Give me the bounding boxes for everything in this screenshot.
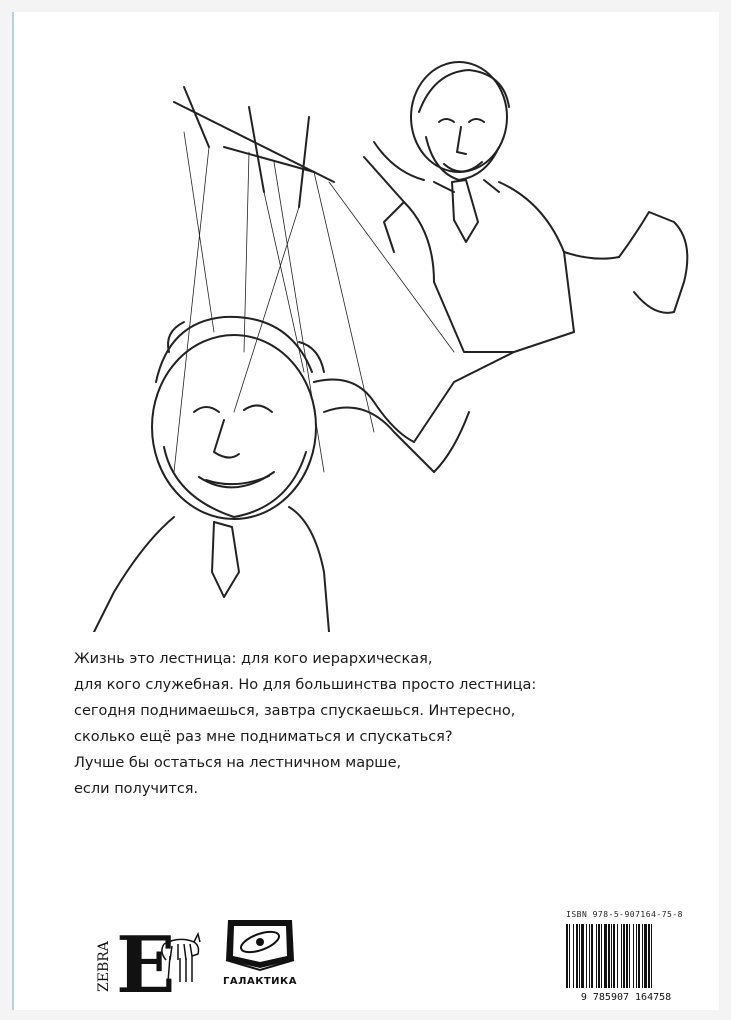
blurb-line: для кого служебная. Но для большинства просто лестница: <box>74 677 537 693</box>
barcode-digits: 9 785907 164758 <box>580 992 672 1002</box>
galaktika-book-icon <box>220 912 300 974</box>
barcode-bars <box>566 924 652 988</box>
galaktika-publisher-logo <box>220 912 300 994</box>
isbn-barcode <box>562 924 690 1002</box>
blurb-line: Лучше бы остаться на лестничном марше, <box>74 755 402 771</box>
blurb-line: сколько ещё раз мне подниматься и спускаться? <box>74 729 453 745</box>
zebra-logo-text: ZEBRA <box>96 941 112 992</box>
back-cover-blurb <box>74 646 674 802</box>
blurb-line: Жизнь это лестница: для кого иерархическая, <box>74 651 433 667</box>
puppeteer-illustration <box>74 52 714 632</box>
blurb-line: если получится. <box>74 781 199 797</box>
blurb-line: сегодня поднимаешься, завтра спускаешься. Интересно, <box>74 703 516 719</box>
isbn-text: ISBN 978-5-907164-75-8 <box>566 910 683 919</box>
zebra-publisher-logo <box>94 904 204 996</box>
galaktika-label: ГАЛАКТИКА <box>223 976 297 987</box>
zebra-logo-letter: E <box>116 920 176 996</box>
back-cover <box>12 12 719 1010</box>
